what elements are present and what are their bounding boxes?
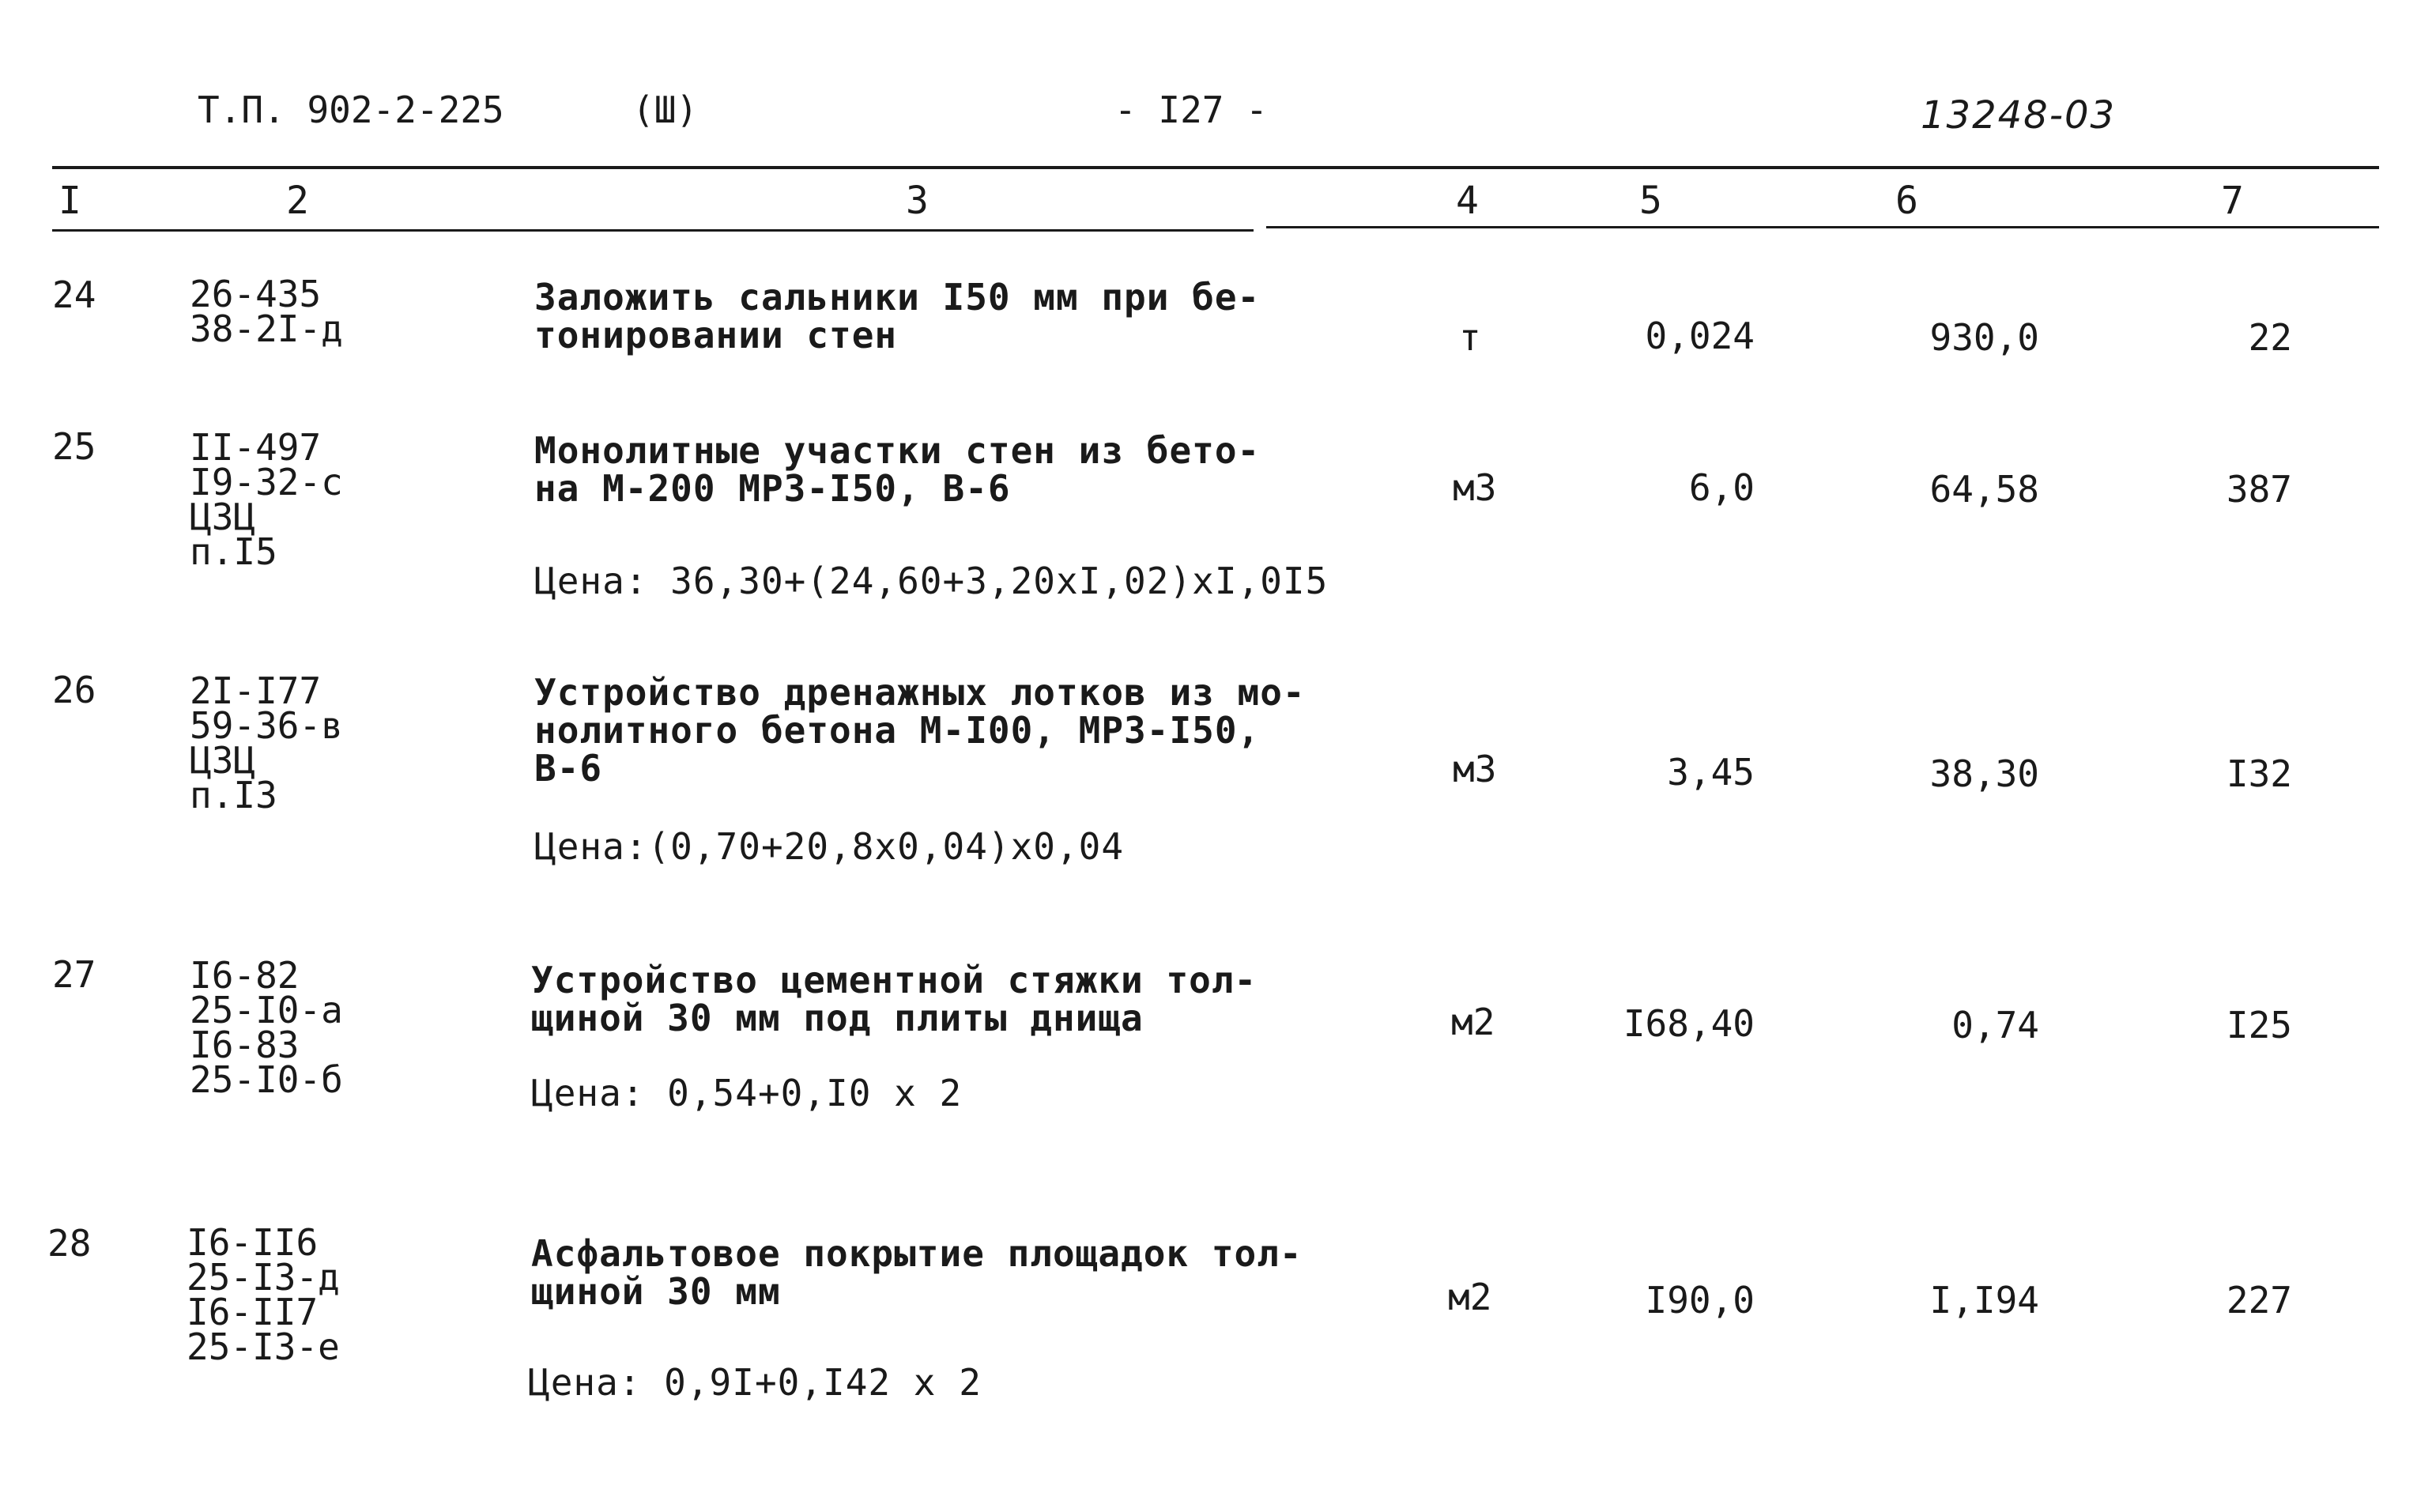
column-header-6: 6 — [1895, 179, 1918, 223]
norm-code: ЦЗЦ — [190, 739, 256, 782]
price-formula: Цена:(0,70+20,8х0,04)х0,04 — [534, 825, 1125, 868]
column-header-7: 7 — [2221, 179, 2244, 223]
unit: т — [1459, 316, 1481, 359]
work-description: Устройство дренажных лотков из мо- — [534, 671, 1306, 714]
unit-price: 38,30 — [1929, 752, 2039, 795]
work-description: на М-200 МРЗ-I50, В-6 — [534, 467, 1011, 510]
unit: м2 — [1451, 1001, 1495, 1043]
column-header-5: 5 — [1639, 179, 1662, 223]
row-number: 26 — [52, 669, 96, 711]
total-cost: 227 — [2226, 1279, 2292, 1322]
row-number: 27 — [52, 953, 96, 996]
unit-price: 0,74 — [1951, 1004, 2039, 1046]
unit: м3 — [1453, 748, 1497, 790]
norm-code: I6-II7 — [187, 1291, 319, 1333]
norm-code: 38-2I-д — [190, 307, 343, 350]
column-header-3: 3 — [906, 179, 929, 223]
column-header-1: I — [58, 179, 81, 223]
price-formula: Цена: 36,30+(24,60+3,20хI,02)хI,0I5 — [534, 560, 1329, 602]
quantity: I68,40 — [1623, 1002, 1755, 1045]
norm-code: п.I5 — [190, 530, 277, 573]
work-description: щиной 30 мм под плиты днища — [531, 997, 1144, 1039]
unit-price: I,I94 — [1929, 1279, 2039, 1322]
quantity: 6,0 — [1688, 466, 1755, 509]
work-description: тонировании стен — [534, 314, 898, 356]
total-cost: I32 — [2226, 752, 2292, 795]
work-description: щиной 30 мм — [531, 1270, 781, 1313]
unit: м2 — [1448, 1276, 1492, 1318]
row-number: 25 — [52, 425, 96, 468]
unit: м3 — [1453, 466, 1497, 509]
norm-code: 59-36-в — [190, 704, 343, 747]
column-header-4: 4 — [1456, 179, 1479, 223]
total-cost: I25 — [2226, 1004, 2292, 1046]
work-description: нолитного бетона М-I00, МРЗ-I50, — [534, 709, 1261, 752]
header-top-rule — [52, 166, 2379, 169]
norm-code: ЦЗЦ — [190, 496, 256, 538]
norm-code: II-497 — [190, 426, 322, 469]
header-bottom-rule-right — [1266, 226, 2379, 228]
quantity: 3,45 — [1667, 751, 1755, 794]
document-number: 13248-03 — [1921, 93, 2117, 138]
unit-price: 64,58 — [1929, 468, 2039, 511]
price-formula: Цена: 0,9I+0,I42 х 2 — [528, 1361, 982, 1404]
norm-code: 25-I3-д — [187, 1256, 340, 1299]
work-description: Монолитные участки стен из бето- — [534, 429, 1261, 472]
norm-code: 26-435 — [190, 273, 322, 315]
column-header-2: 2 — [286, 179, 309, 223]
norm-code: 2I-I77 — [190, 669, 322, 712]
album-label: (Ш) — [632, 89, 699, 131]
header-bottom-rule-left — [52, 229, 1254, 232]
work-description: Устройство цементной стяжки тол- — [531, 959, 1258, 1001]
page-number: - I27 - — [1114, 89, 1268, 131]
norm-code: п.I3 — [190, 774, 277, 816]
norm-code: I6-II6 — [187, 1221, 319, 1264]
norm-code: I6-83 — [190, 1024, 300, 1066]
row-number: 28 — [47, 1222, 92, 1265]
norm-code: 25-I0-а — [190, 989, 343, 1031]
norm-code: I9-32-с — [190, 461, 343, 503]
row-number: 24 — [52, 273, 96, 316]
series-label: Т.П. 902-2-225 — [198, 89, 504, 131]
total-cost: 22 — [2248, 316, 2292, 359]
work-description: В-6 — [534, 747, 603, 790]
quantity: I90,0 — [1645, 1279, 1755, 1322]
total-cost: 387 — [2226, 468, 2292, 511]
quantity: 0,024 — [1645, 315, 1755, 357]
work-description: Асфальтовое покрытие площадок тол- — [531, 1232, 1303, 1275]
price-formula: Цена: 0,54+0,I0 х 2 — [531, 1072, 963, 1114]
norm-code: 25-I3-е — [187, 1325, 340, 1368]
norm-code: I6-82 — [190, 954, 300, 997]
work-description: Заложить сальники I50 мм при бе- — [534, 276, 1261, 319]
unit-price: 930,0 — [1929, 316, 2039, 359]
norm-code: 25-I0-б — [190, 1058, 343, 1101]
